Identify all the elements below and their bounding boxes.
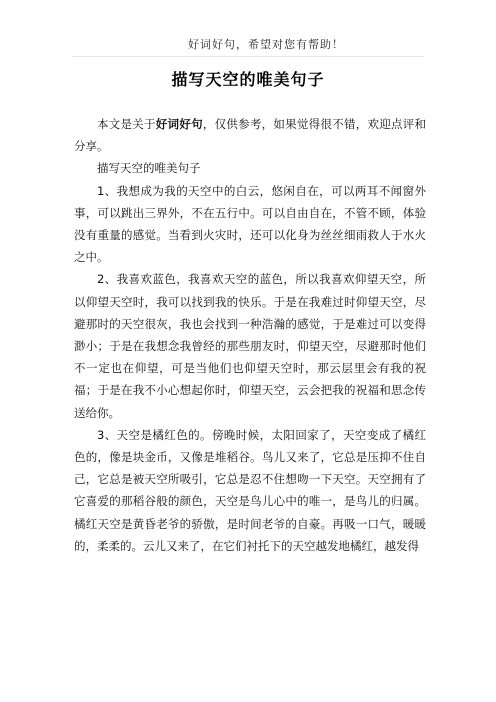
body-paragraph-2: 2、我喜欢蓝色，我喜欢天空的蓝色，所以我喜欢仰望天空，所以仰望天空时，我可以找到我的快乐。于是在我难过时仰望天空，尽避那时的天空很灰，我也会找到一种浩瀚的感觉，于是难过可以变得渺小；于是在我想念我曾经的那些朋友时，仰望天空，尽避那时他们不一定也在仰望，可是当他们也仰望天空时，那云层里会有我的祝福；于是在我不小心想起你时，仰望天空，云会把我的祝福和思念传送给你。 bbox=[74, 272, 426, 420]
intro-paragraph bbox=[74, 113, 426, 157]
subheading: 描写天空的唯美句子 bbox=[97, 161, 201, 176]
intro-keyword: 好词好句 bbox=[155, 117, 203, 131]
intro-suffix: ，仅供参考，如果觉得很不错，欢迎点评和分享。 bbox=[74, 117, 427, 154]
body-paragraph-1: 1、我想成为我的天空中的白云，悠闲自在，可以两耳不闻窗外事，可以跳出三界外，不在五行中。可以自由自在，不管不顾，体验没有重量的感觉。当看到火灾时，还可以化身为丝丝细雨救人于水火之中。 bbox=[74, 183, 426, 265]
document-body bbox=[74, 113, 426, 557]
intro-prefix: 本文是关于 bbox=[97, 117, 156, 131]
document-title: 描写天空的唯美句子 bbox=[171, 70, 325, 89]
page-header: 好词好句，希望对您有帮助！ bbox=[188, 38, 344, 51]
header-divider bbox=[72, 56, 424, 57]
body-paragraph-3: 3、天空是橘红色的。傍晚时候，太阳回家了，天空变成了橘红色的，像是块金币，又像是堆稻谷。鸟儿又来了，它总是压抑不住自己，它总是被天空所吸引，它总是忍不住想吻一下天空。天空拥有了它喜爱的那稻谷般的颜色，天空是鸟儿心中的唯一，是鸟儿的归属。橘红天空是黄昏老爷的骄傲，是时间老爷的自豪。再吸一口气，暖暖的，柔柔的。云儿又来了，在它们衬托下的天空越发地橘红，越发得 bbox=[74, 427, 426, 553]
